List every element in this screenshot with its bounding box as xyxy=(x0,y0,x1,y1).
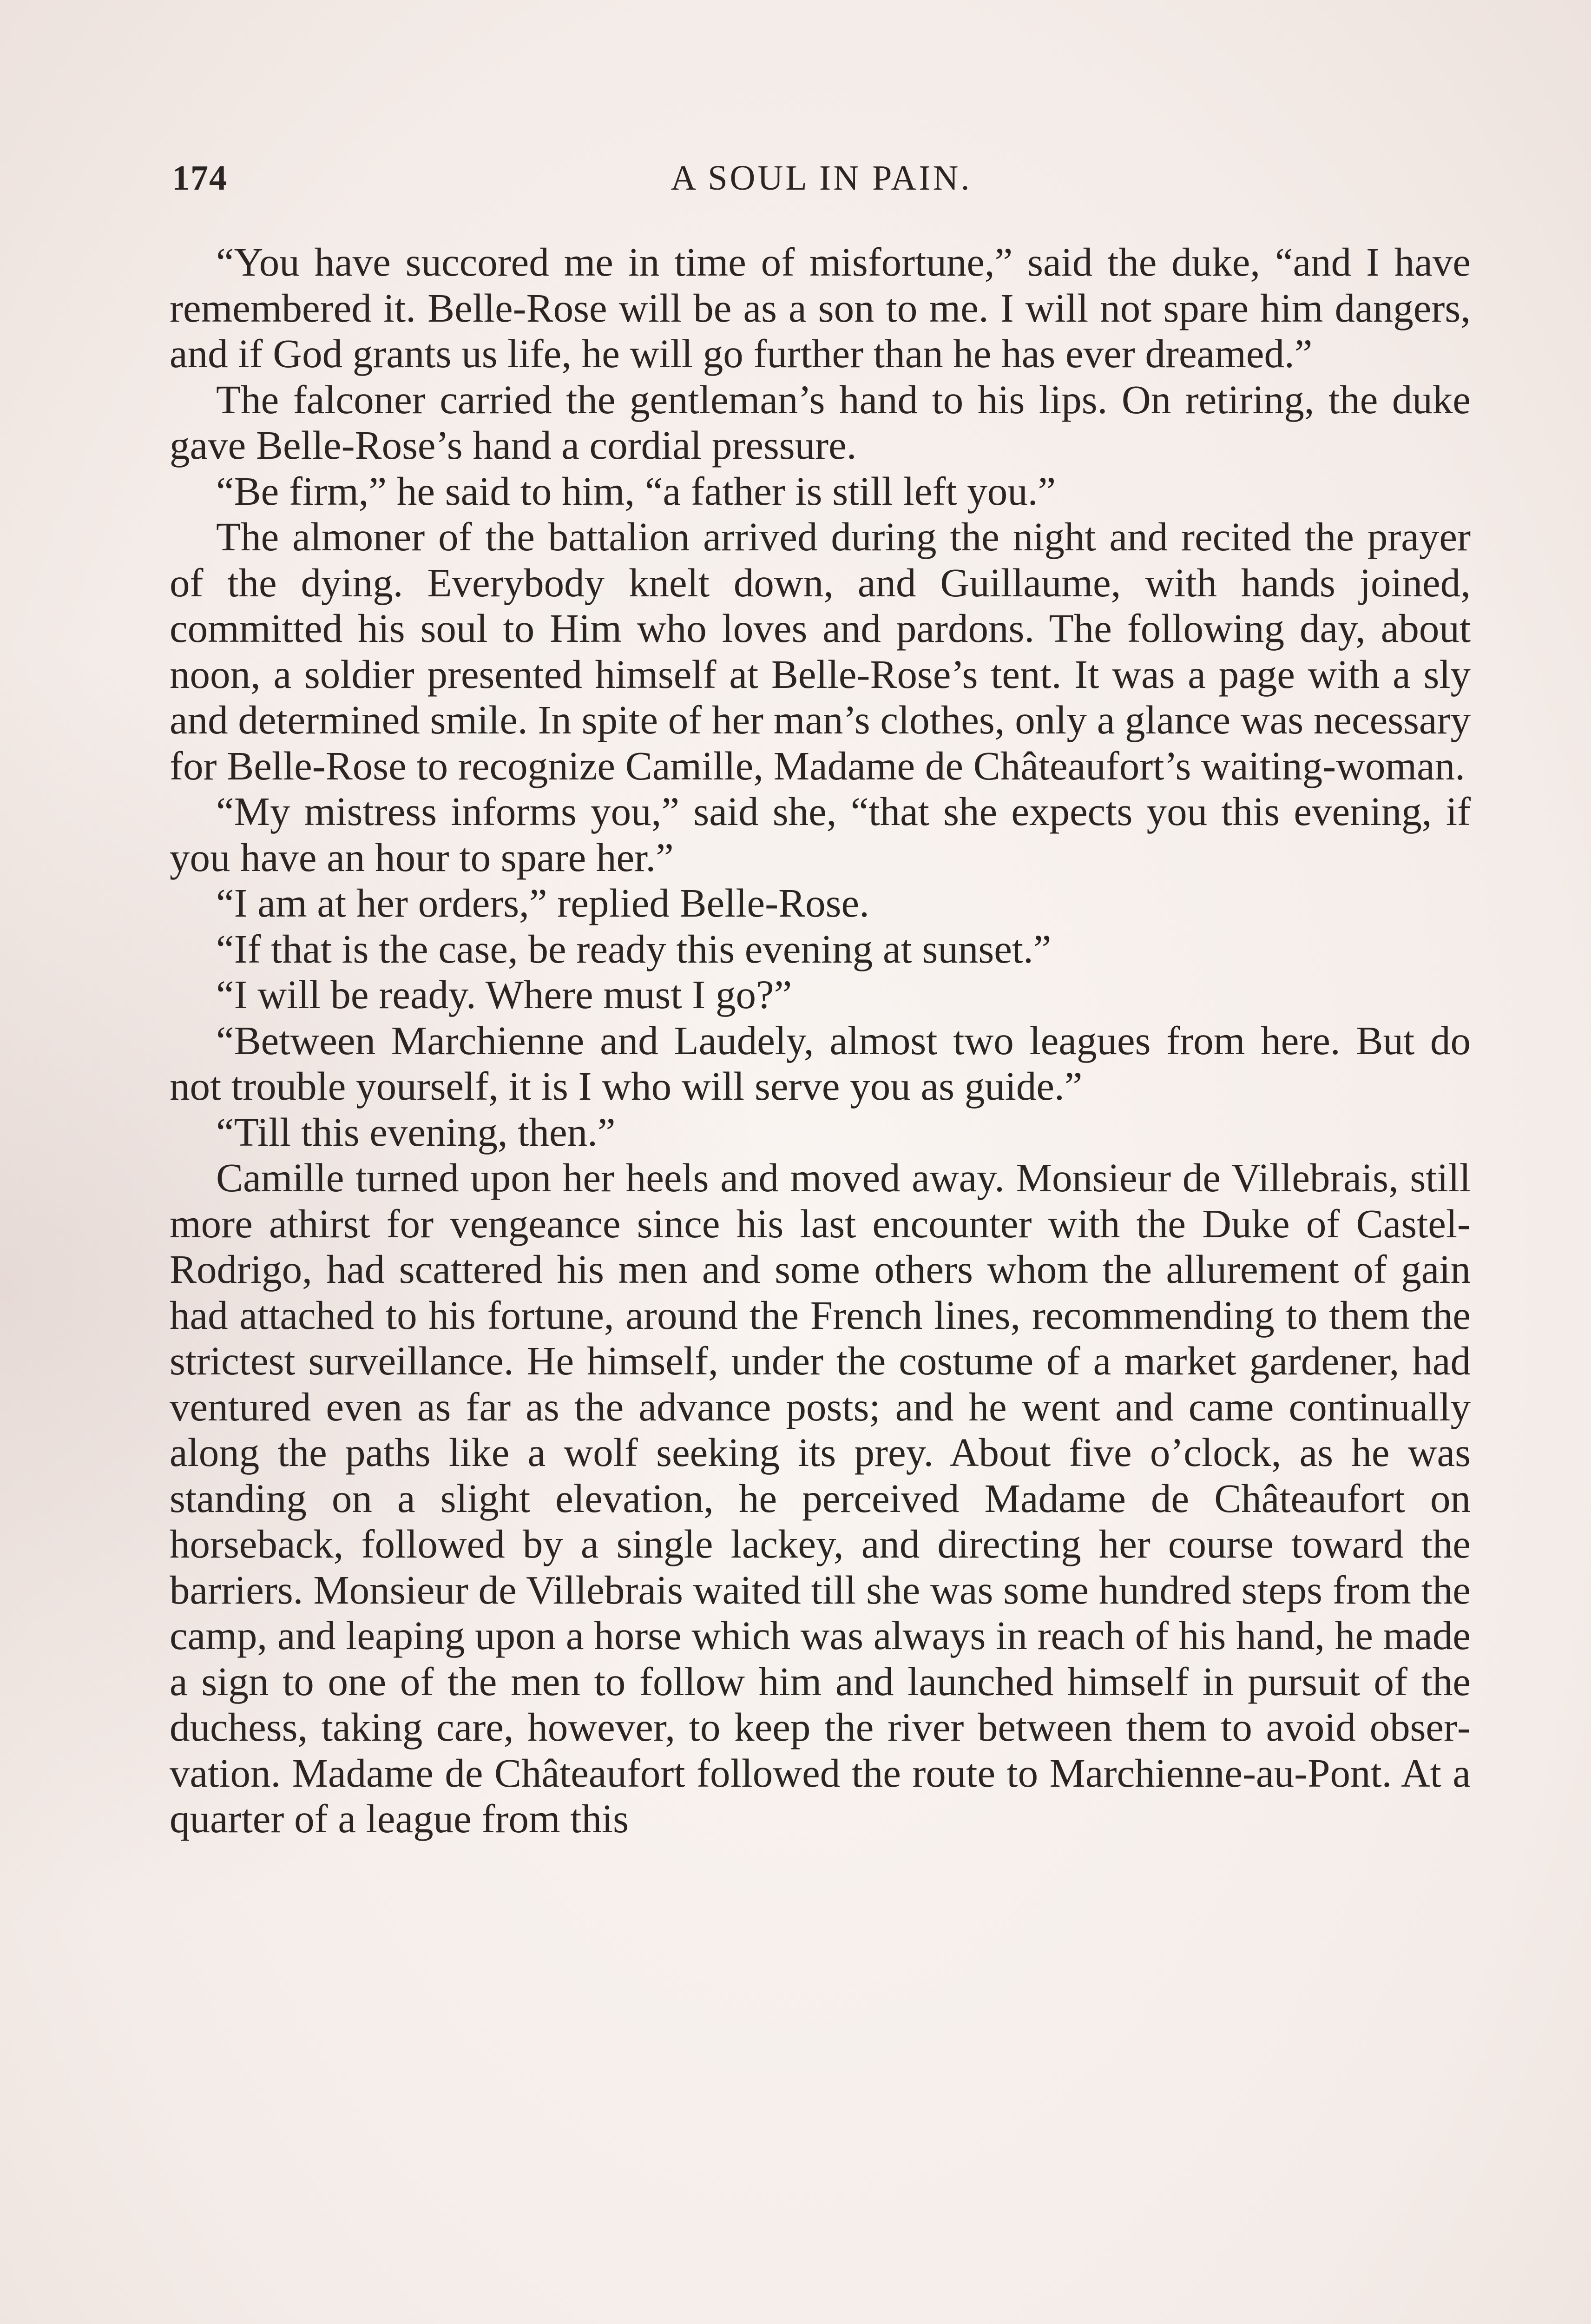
paragraph: “Between Marchienne and Laudely, almost two leagues from here. But do not trouble yourself, it is I who will serve you as guide.” xyxy=(170,1017,1471,1109)
body-text xyxy=(170,239,1471,1842)
page-header xyxy=(172,158,1471,214)
paragraph: The almoner of the battalion arrived during the night and recited the prayer of the dying. Everybody knelt down, and Guillaume, with hands joined, committed his soul to Him who loves and pardons. The following day, about noon, a soldier presented himself at Belle-Rose’s tent. It was a page with a sly and determined smile. In spite of her man’s clothes, only a glance was necessary for Belle-Rose to recognize Camille, Madame de Châteaufort’s waiting-woman. xyxy=(170,514,1471,788)
paragraph: “Be firm,” he said to him, “a father is still left you.” xyxy=(216,468,1056,514)
paragraph: Camille turned upon her heels and moved away. Monsieur de Villebrais, still more athirst for vengeance since his last encounter with the Duke of Castel-Rodrigo, had scattered his men and some others whom the allurement of gain had attached to his fortune, around the French lines, recommending to them the strictest surveillance. He himself, under the costume of a market gardener, had ventured even as far as the advance posts; and he went and came continually along the paths like a wolf seeking its prey. About five o’clock, as he was standing on a slight elevation, he perceived Madame de Châteaufort on horseback, followed by a single lackey, and directing her course toward the barriers. Monsieur de Villebrais waited till she was some hundred steps from the camp, and leaping upon a horse which was always in reach of his hand, he made a sign to one of the men to follow him and launched himself in pursuit of the duchess, taking care, however, to keep the river between them to avoid observation. Madame de Châteaufort followed the route to Marchienne-au-Pont. At a quarter of a league from this xyxy=(170,1155,1471,1841)
page-number: 174 xyxy=(172,158,228,198)
paragraph: “My mistress informs you,” said she, “that she expects you this evening, if you have an hour to spare her.” xyxy=(170,789,1471,880)
paragraph: The falconer carried the gentleman’s hand to his lips. On retiring, the duke gave Belle-Rose’s hand a cordial pressure. xyxy=(170,376,1471,468)
paragraph: “I am at her orders,” replied Belle-Rose. xyxy=(216,880,869,925)
paragraph: “I will be ready. Where must I go?” xyxy=(216,972,792,1017)
paragraph: “Till this evening, then.” xyxy=(216,1109,616,1155)
paragraph: “You have succored me in time of misfortune,” said the duke, “and I have remembered it. Belle-Rose will be as a son to me. I will not spare him dangers, and if God grants us life, he will go further than he has ever dreamed.” xyxy=(170,239,1471,376)
paragraph: “If that is the case, be ready this evening at sunset.” xyxy=(216,926,1052,971)
running-title: A SOUL IN PAIN. xyxy=(671,158,972,198)
